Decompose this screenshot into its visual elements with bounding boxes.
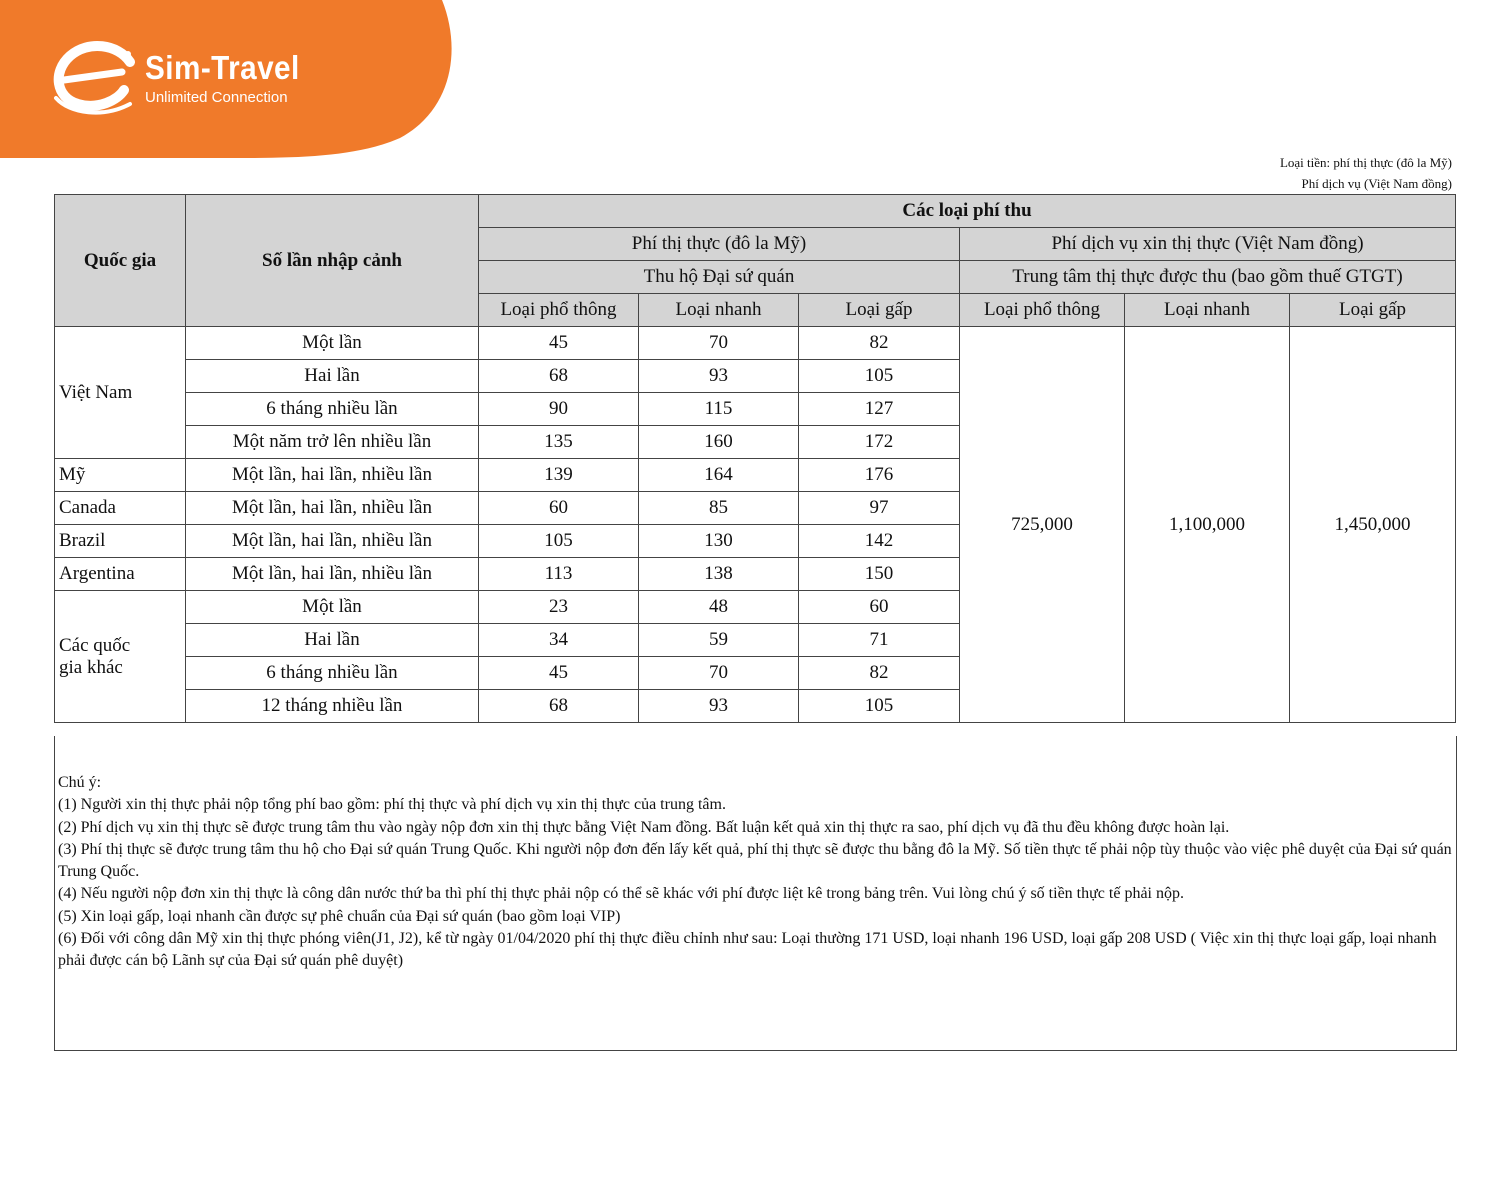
note-item: (4) Nếu người nộp đơn xin thị thực là công dân nước thứ ba thì phí thị thực phải nộp có thể sẽ khác với phí được liệt kê trong bảng trên. Vui lòng chú ý số tiền thực tế phải nộp. bbox=[58, 885, 1184, 903]
entries-cell: Một năm trở lên nhiều lần bbox=[186, 426, 479, 459]
country-vietnam: Việt Nam bbox=[55, 327, 186, 459]
visa-fee-regular: 45 bbox=[479, 657, 639, 690]
visa-fee-express: 130 bbox=[639, 525, 799, 558]
visa-fee-regular: 135 bbox=[479, 426, 639, 459]
entries-cell: Hai lần bbox=[186, 360, 479, 393]
currency-note-service: Phí dịch vụ (Việt Nam đồng) bbox=[1301, 176, 1452, 191]
visa-fee-express: 93 bbox=[639, 360, 799, 393]
visa-fee-regular: 45 bbox=[479, 327, 639, 360]
note-item: (6) Đối với công dân Mỹ xin thị thực phóng viên(J1, J2), kể từ ngày 01/04/2020 phí thị thực điều chỉnh như sau: Loại thường 171 USD, loại nhanh 196 USD, loại gấp 208 USD ( Việc xin thị thực loại gấp, loại nhanh phải được cán bộ Lãnh sự của Đại sứ quán phê duyệt) bbox=[58, 930, 1437, 970]
entries-cell: 12 tháng nhiều lần bbox=[186, 690, 479, 723]
visa-fee-urgent: 142 bbox=[799, 525, 960, 558]
visa-fee-express: 48 bbox=[639, 591, 799, 624]
logo-text bbox=[145, 50, 317, 108]
visa-fee-regular: 34 bbox=[479, 624, 639, 657]
col-service-express: Loại nhanh bbox=[1125, 294, 1290, 327]
visa-fee-express: 70 bbox=[639, 657, 799, 690]
visa-fee-urgent: 60 bbox=[799, 591, 960, 624]
visa-fee-express: 115 bbox=[639, 393, 799, 426]
entries-cell: Một lần, hai lần, nhiều lần bbox=[186, 459, 479, 492]
country-brazil: Brazil bbox=[55, 525, 186, 558]
visa-fee-urgent: 82 bbox=[799, 657, 960, 690]
header-entries: Số lần nhập cảnh bbox=[186, 195, 479, 327]
visa-fee-express: 164 bbox=[639, 459, 799, 492]
country-others: Các quốc gia khác bbox=[55, 591, 186, 723]
visa-fee-regular: 113 bbox=[479, 558, 639, 591]
header-country: Quốc gia bbox=[55, 195, 186, 327]
service-fee-express: 1,100,000 bbox=[1125, 327, 1290, 723]
visa-fee-express: 160 bbox=[639, 426, 799, 459]
visa-fee-regular: 23 bbox=[479, 591, 639, 624]
col-service-regular: Loại phổ thông bbox=[960, 294, 1125, 327]
country-usa: Mỹ bbox=[55, 459, 186, 492]
table-row bbox=[55, 327, 1456, 360]
col-visa-express: Loại nhanh bbox=[639, 294, 799, 327]
col-visa-regular: Loại phổ thông bbox=[479, 294, 639, 327]
visa-fee-table bbox=[54, 194, 1456, 723]
service-fee-regular: 725,000 bbox=[960, 327, 1125, 723]
note-item: (2) Phí dịch vụ xin thị thực sẽ được trung tâm thu vào ngày nộp đơn xin thị thực bằng Việt Nam đồng. Bất luận kết quả xin thị thực ra sao, phí dịch vụ đã thu đều không được hoàn lại. bbox=[58, 818, 1230, 836]
brand-name: Sim-Travel bbox=[145, 49, 300, 86]
visa-fee-urgent: 97 bbox=[799, 492, 960, 525]
visa-fee-urgent: 172 bbox=[799, 426, 960, 459]
visa-fee-regular: 60 bbox=[479, 492, 639, 525]
visa-fee-regular: 90 bbox=[479, 393, 639, 426]
brand-tagline: Unlimited Connection bbox=[145, 89, 288, 106]
country-argentina: Argentina bbox=[55, 558, 186, 591]
country-canada: Canada bbox=[55, 492, 186, 525]
notes-title: Chú ý: bbox=[58, 774, 102, 791]
entries-cell: Một lần, hai lần, nhiều lần bbox=[186, 492, 479, 525]
col-visa-urgent: Loại gấp bbox=[799, 294, 960, 327]
visa-fee-urgent: 71 bbox=[799, 624, 960, 657]
visa-fee-regular: 139 bbox=[479, 459, 639, 492]
visa-fee-urgent: 105 bbox=[799, 360, 960, 393]
service-fee-urgent: 1,450,000 bbox=[1290, 327, 1456, 723]
header-visa-fee: Phí thị thực (đô la Mỹ) bbox=[479, 228, 960, 261]
visa-fee-express: 93 bbox=[639, 690, 799, 723]
visa-fee-regular: 68 bbox=[479, 360, 639, 393]
currency-note-visa: Loại tiền: phí thị thực (đô la Mỹ) bbox=[1279, 155, 1452, 170]
visa-fee-regular: 105 bbox=[479, 525, 639, 558]
entries-cell: 6 tháng nhiều lần bbox=[186, 657, 479, 690]
entries-cell: 6 tháng nhiều lần bbox=[186, 393, 479, 426]
entries-cell: Một lần bbox=[186, 591, 479, 624]
visa-fee-urgent: 127 bbox=[799, 393, 960, 426]
note-item: (5) Xin loại gấp, loại nhanh cần được sự phê chuẩn của Đại sứ quán (bao gồm loại VIP) bbox=[58, 907, 621, 925]
visa-fee-urgent: 105 bbox=[799, 690, 960, 723]
entries-cell: Một lần bbox=[186, 327, 479, 360]
entries-cell: Một lần, hai lần, nhiều lần bbox=[186, 558, 479, 591]
col-service-urgent: Loại gấp bbox=[1290, 294, 1456, 327]
note-item: (3) Phí thị thực sẽ được trung tâm thu hộ cho Đại sứ quán Trung Quốc. Khi người nộp đơn đến lấy kết quả, phí thị thực sẽ được thu bằng đô la Mỹ. Số tiền thực tế phải nộp tùy thuộc vào việc phê duyệt của Đại sứ quán Trung Quốc. bbox=[58, 840, 1452, 881]
entries-cell: Một lần, hai lần, nhiều lần bbox=[186, 525, 479, 558]
header-service-fee-sub: Trung tâm thị thực được thu (bao gồm thuế GTGT) bbox=[960, 261, 1456, 294]
visa-fee-regular: 68 bbox=[479, 690, 639, 723]
notes-box bbox=[54, 736, 1457, 1051]
note-item: (1) Người xin thị thực phải nộp tổng phí bao gồm: phí thị thực và phí dịch vụ xin thị thực của trung tâm. bbox=[58, 796, 726, 814]
entries-cell: Hai lần bbox=[186, 624, 479, 657]
header-fee-types: Các loại phí thu bbox=[479, 195, 1456, 228]
visa-fee-express: 85 bbox=[639, 492, 799, 525]
currency-note bbox=[1280, 152, 1452, 194]
visa-fee-urgent: 82 bbox=[799, 327, 960, 360]
visa-fee-urgent: 176 bbox=[799, 459, 960, 492]
visa-fee-express: 138 bbox=[639, 558, 799, 591]
header-visa-fee-sub: Thu hộ Đại sứ quán bbox=[479, 261, 960, 294]
visa-fee-urgent: 150 bbox=[799, 558, 960, 591]
visa-fee-express: 59 bbox=[639, 624, 799, 657]
header-service-fee: Phí dịch vụ xin thị thực (Việt Nam đồng) bbox=[960, 228, 1456, 261]
visa-fee-express: 70 bbox=[639, 327, 799, 360]
